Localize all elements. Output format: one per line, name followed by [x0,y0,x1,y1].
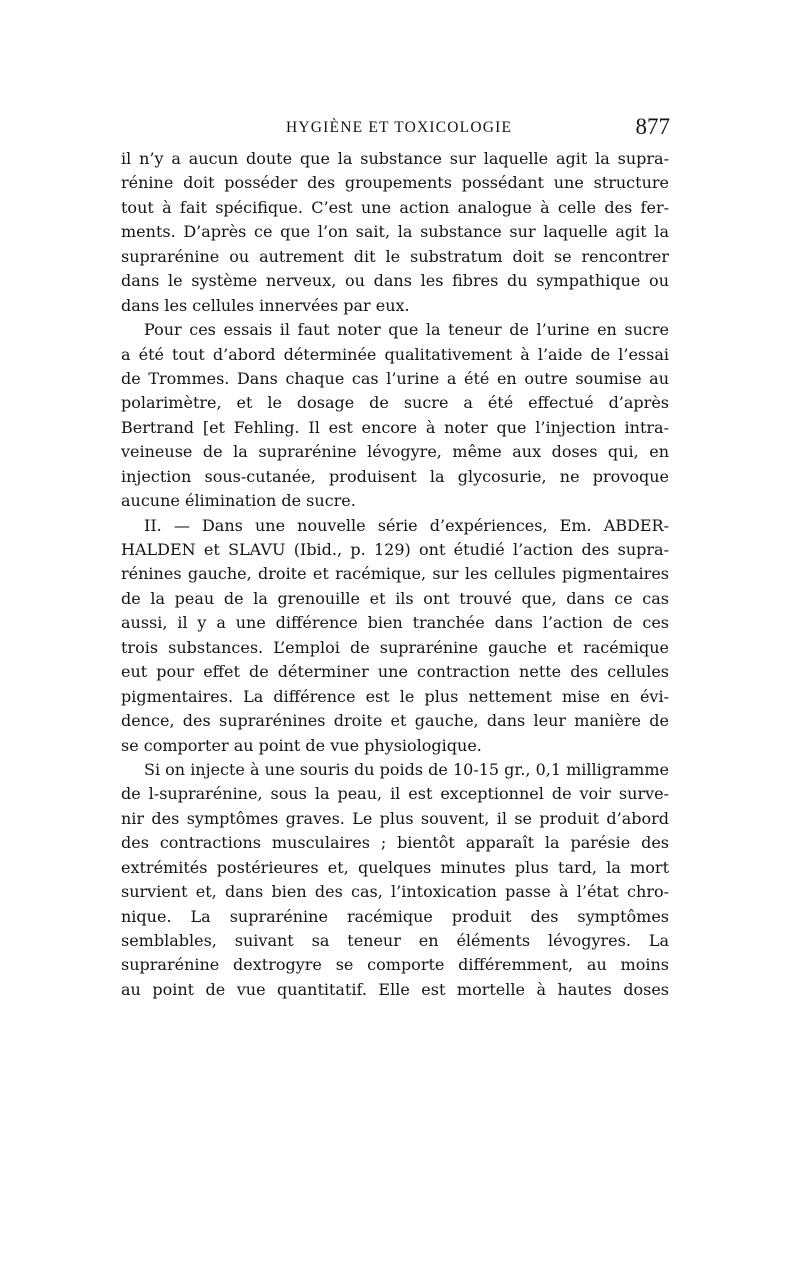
text-line: de l-suprarénine, sous la peau, il est exceptionnel de voir surve- [121,784,669,804]
text-line: extrémités postérieures et, quelques minutes plus tard, la mort [121,857,669,877]
text-line: nique. La suprarénine racémique produit des symptômes [121,906,669,926]
text-line: HALDEN et SLAVU (Ibid., p. 129) ont étudié l’action des supra- [121,540,669,559]
text-line: aussi, il y a une différence bien tranchée dans l’action de ces [121,613,669,633]
paragraph-start-line: Pour ces essais il faut noter que la teneur de l’urine en sucre [144,320,669,340]
text-line: ments. D’après ce que l’on sait, la substance sur laquelle agit la [121,222,669,242]
text-line: dans les cellules innervées par eux. [121,295,410,315]
text-line: rénines gauche, droite et racémique, sur les cellules pigmentaires [121,564,669,584]
text-line: survient et, dans bien des cas, l’intoxication passe à l’état chro- [121,882,669,902]
text-line: suprarénine ou autrement dit le substratum doit se rencontrer [121,246,669,266]
text-line: suprarénine dextrogyre se comporte différemment, au moins [121,955,669,975]
text-line: il n’y a aucun doute que la substance sur laquelle agit la supra- [121,149,669,168]
paragraph-start-line: Si on injecte à une souris du poids de 10-15 gr., 0,1 milligramme [144,759,669,779]
text-line: a été tout d’abord déterminée qualitativement à l’aide de l’essai [121,344,669,364]
text-line: de la peau de la grenouille et ils ont trouvé que, dans ce cas [121,588,669,608]
running-head [120,114,670,142]
paragraph-start-line: II. — Dans une nouvelle série d’expériences, Em. ABDER- [144,515,669,535]
running-title: HYGIÈNE ET TOXICOLOGIE [286,119,513,136]
text-line: Bertrand [et Fehling. Il est encore à noter que l’injection intra- [121,417,669,437]
text-line: polarimètre, et le dosage de sucre a été effectué d’après [121,393,669,413]
text-line: trois substances. L’emploi de suprarénine gauche et racémique [121,637,669,657]
body-text [121,147,669,1002]
text-line: dans le système nerveux, ou dans les fibres du sympathique ou [121,271,669,291]
text-line: dence, des suprarénines droite et gauche, dans leur manière de [121,711,669,731]
text-line: de Trommes. Dans chaque cas l’urine a été en outre soumise au [121,368,669,388]
text-line: au point de vue quantitatif. Elle est mortelle à hautes doses [121,979,669,999]
text-line: tout à fait spécifique. C’est une action analogue à celle des fer- [121,197,669,217]
text-line: aucune élimination de sucre. [121,491,356,511]
text-line: nir des symptômes graves. Le plus souvent, il se produit d’abord [121,808,669,828]
text-line: injection sous-cutanée, produisent la glycosurie, ne provoque [121,466,669,486]
page-number: 877 [635,114,670,139]
text-line: eut pour effet de déterminer une contraction nette des cellules [121,662,669,682]
text-line: des contractions musculaires ; bientôt apparaît la parésie des [121,833,669,853]
text-line: rénine doit posséder des groupements possédant une structure [121,173,669,193]
text-line: veineuse de la suprarénine lévogyre, même aux doses qui, en [121,442,669,462]
text-line: pigmentaires. La différence est le plus nettement mise en évi- [121,686,669,706]
text-line: semblables, suivant sa teneur en éléments lévogyres. La [121,931,669,950]
text-line: se comporter au point de vue physiologique. [121,735,482,755]
